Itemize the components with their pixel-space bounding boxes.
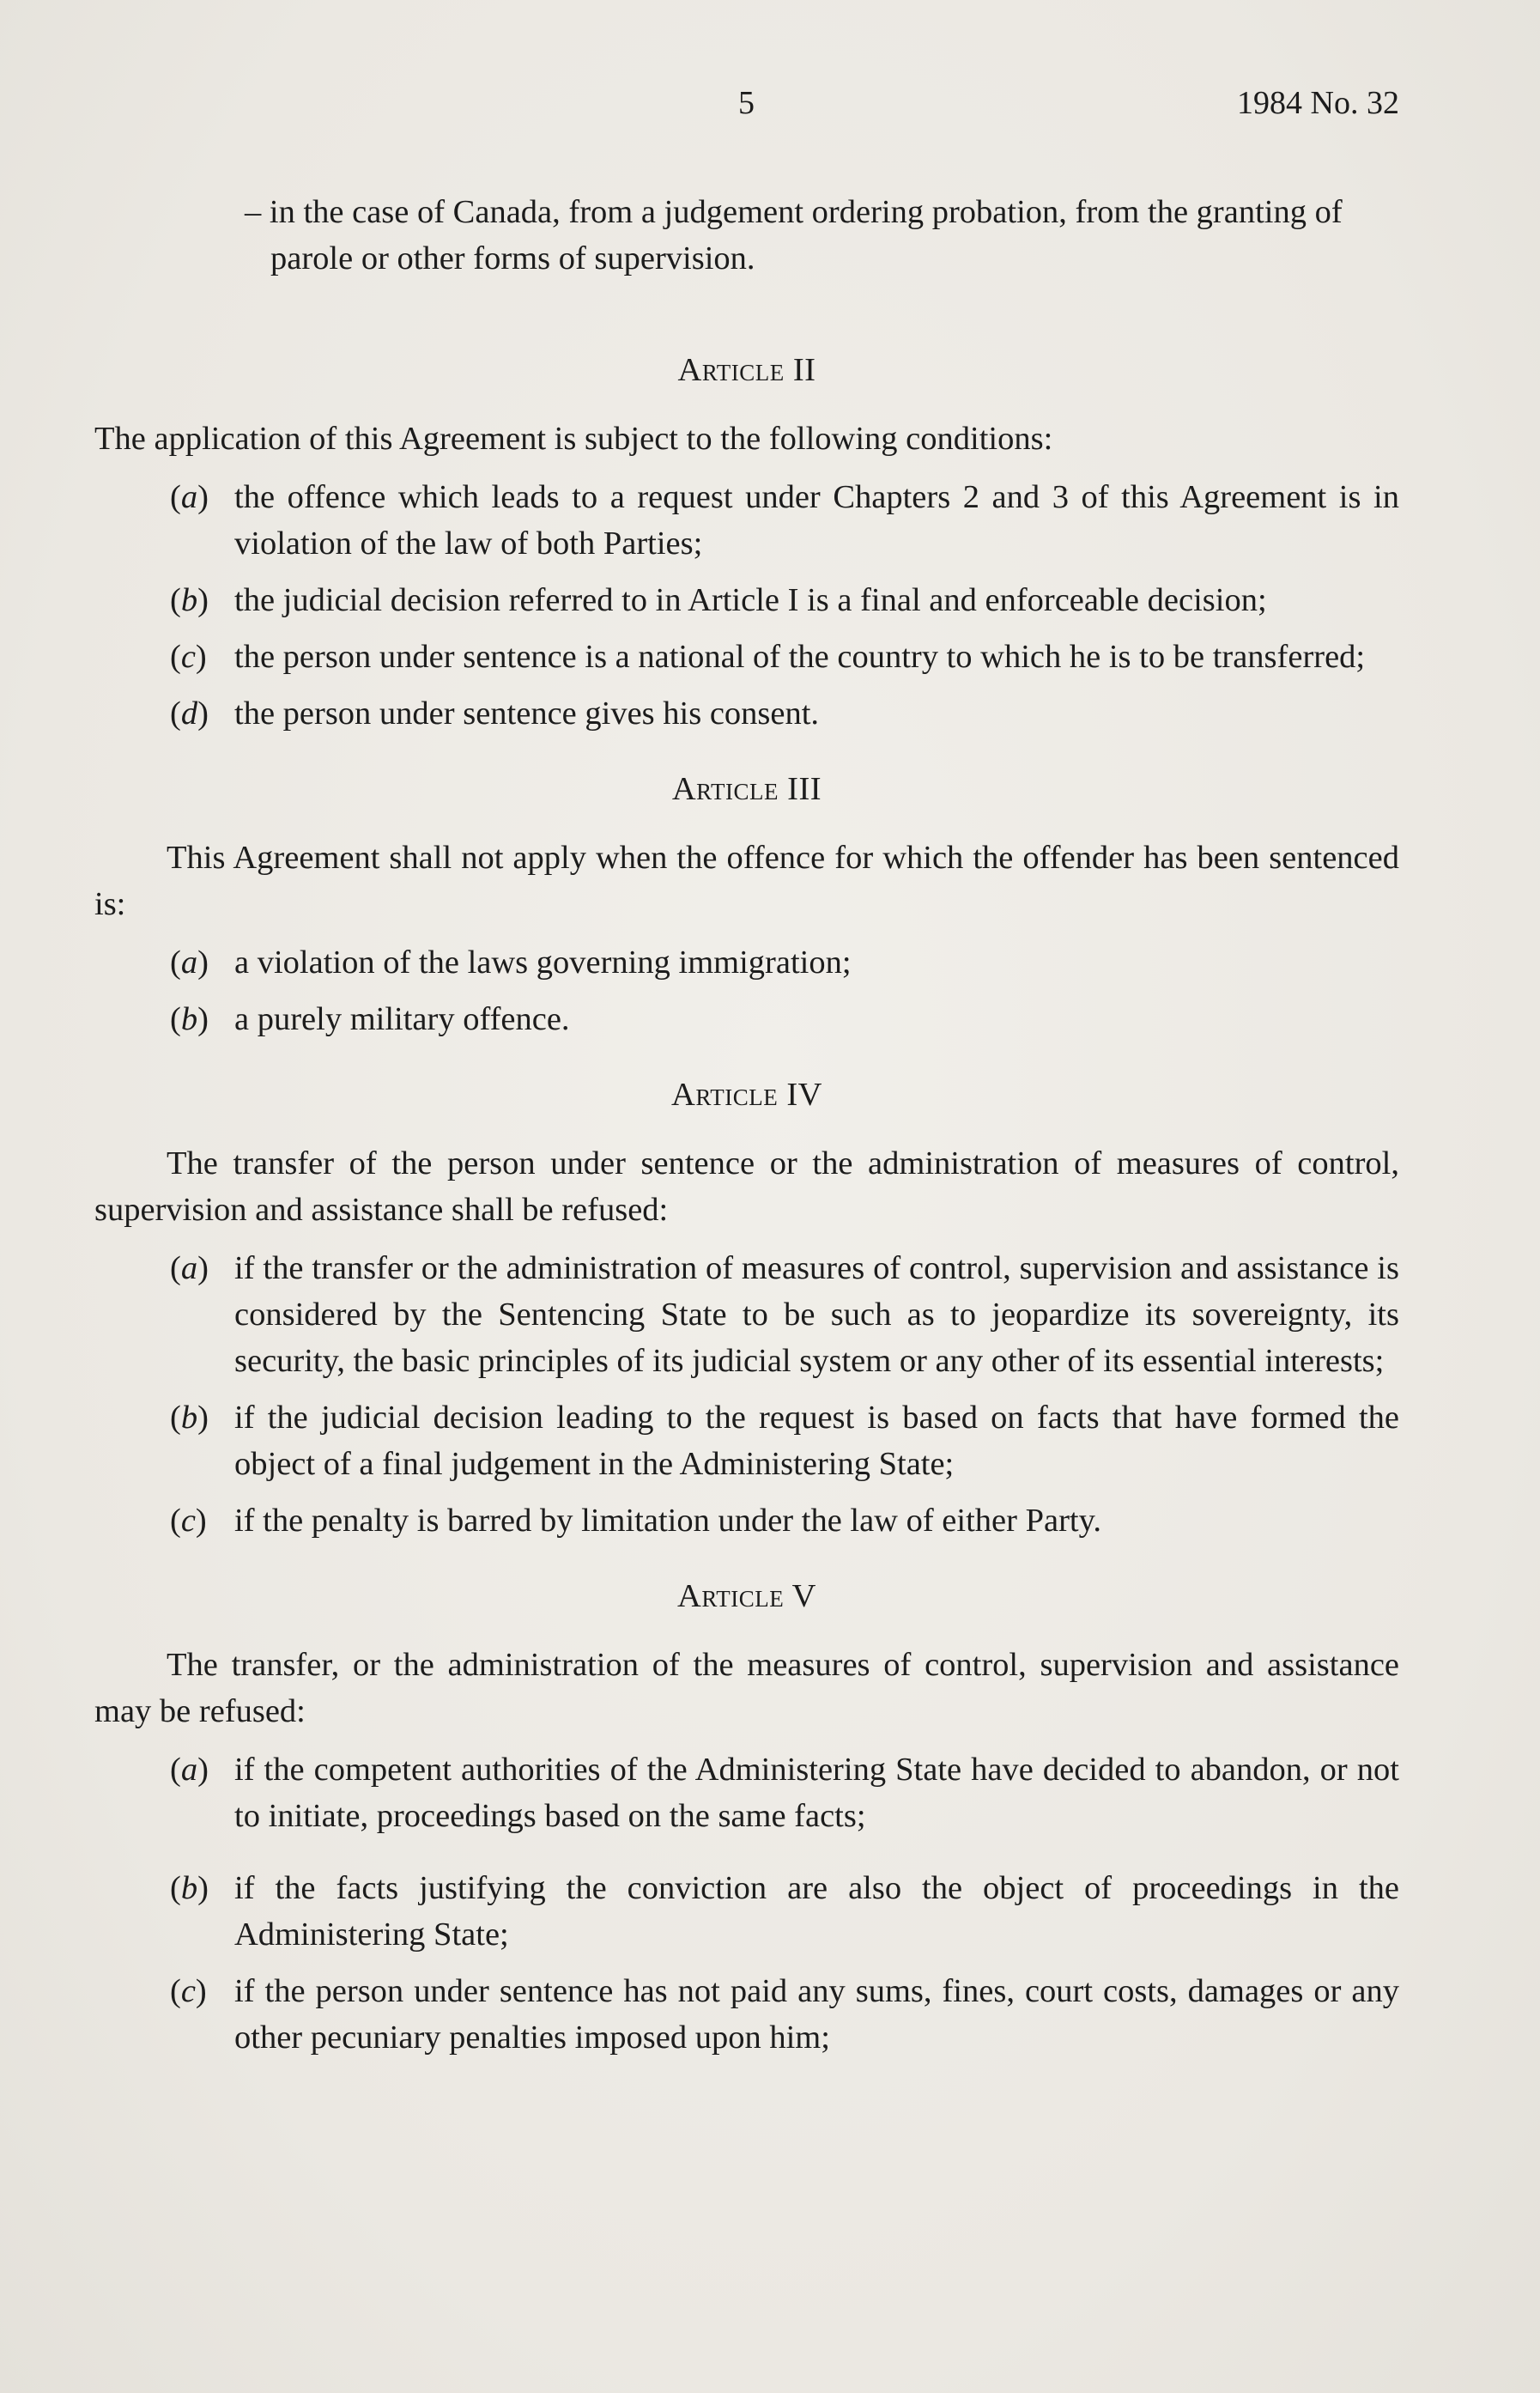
list-item xyxy=(94,1865,1399,1958)
page-header xyxy=(0,84,1540,136)
item-marker: (a) xyxy=(170,944,209,981)
list-item xyxy=(94,634,1399,680)
list-item xyxy=(94,1245,1399,1384)
item-marker: (a) xyxy=(170,1752,209,1788)
item-marker: (b) xyxy=(170,1400,209,1436)
item-text: if the transfer or the administration of measures of control, supervision and assistance is considered by the Sentencing State to be such as to jeopardize its sovereignty, its security, the basic principles of its judicial system or any other of its essential interests; xyxy=(234,1250,1399,1379)
item-text: if the penalty is barred by limitation under the law of either Party. xyxy=(234,1503,1101,1539)
gazette-reference: 1984 No. 32 xyxy=(1237,85,1399,121)
item-text: if the competent authorities of the Administering State have decided to abandon, or not to initiate, proceedings based on the same facts; xyxy=(234,1752,1399,1834)
item-text: a purely military offence. xyxy=(234,1001,570,1037)
item-marker: (b) xyxy=(170,582,209,618)
article-lead: The transfer, or the administration of the measures of control, supervision and assistance may be refused: xyxy=(94,1647,1399,1729)
list-item xyxy=(94,939,1399,986)
article-iv xyxy=(94,1072,1399,1544)
item-marker: (a) xyxy=(170,479,209,515)
article-iii xyxy=(94,766,1399,1042)
item-marker: (c) xyxy=(170,639,207,675)
document-body xyxy=(94,189,1399,2071)
article-heading: Article V xyxy=(677,1578,816,1614)
article-lead: The application of this Agreement is subject to the following conditions: xyxy=(94,421,1053,457)
article-heading: Article IV xyxy=(671,1077,822,1113)
article-heading: Article III xyxy=(671,771,822,807)
item-marker: (b) xyxy=(170,1001,209,1037)
list-item xyxy=(94,474,1399,567)
article-v xyxy=(94,1573,1399,2061)
list-item xyxy=(94,1746,1399,1839)
item-text: a violation of the laws governing immigration; xyxy=(234,944,852,981)
list-item xyxy=(94,690,1399,737)
article-lead: The transfer of the person under sentence or the administration of measures of control, supervision and assistance shall be refused: xyxy=(94,1145,1399,1228)
article-ii xyxy=(94,347,1399,737)
item-text: if the person under sentence has not paid any sums, fines, court costs, damages or any other pecuniary penalties imposed upon him; xyxy=(234,1973,1399,2056)
item-text: the person under sentence is a national of the country to which he is to be transferred; xyxy=(234,639,1366,675)
item-text: if the judicial decision leading to the request is based on facts that have formed the object of a final judgement in the Administering State; xyxy=(234,1400,1399,1482)
list-item xyxy=(94,577,1399,623)
item-text: the offence which leads to a request under Chapters 2 and 3 of this Agreement is in violation of the law of both Parties; xyxy=(234,479,1399,562)
item-text: the person under sentence gives his consent. xyxy=(234,695,820,732)
list-item xyxy=(94,1497,1399,1544)
list-item xyxy=(94,996,1399,1042)
article-lead: This Agreement shall not apply when the offence for which the offender has been sentenced is: xyxy=(94,840,1399,922)
item-text: the judicial decision referred to in Article I is a final and enforceable decision; xyxy=(234,582,1267,618)
list-item xyxy=(94,1968,1399,2061)
list-item xyxy=(94,1394,1399,1487)
page-number: 5 xyxy=(738,85,755,121)
item-text: if the facts justifying the conviction are also the object of proceedings in the Administering State; xyxy=(234,1870,1399,1953)
item-marker: (d) xyxy=(170,695,209,732)
item-marker: (c) xyxy=(170,1503,207,1539)
article-heading: Article II xyxy=(677,352,816,388)
item-marker: (a) xyxy=(170,1250,209,1286)
item-marker: (b) xyxy=(170,1870,209,1906)
item-marker: (c) xyxy=(170,1973,207,2009)
intro-continuation: – in the case of Canada, from a judgement ordering probation, from the granting of parole or other forms of supervision. xyxy=(245,194,1343,276)
